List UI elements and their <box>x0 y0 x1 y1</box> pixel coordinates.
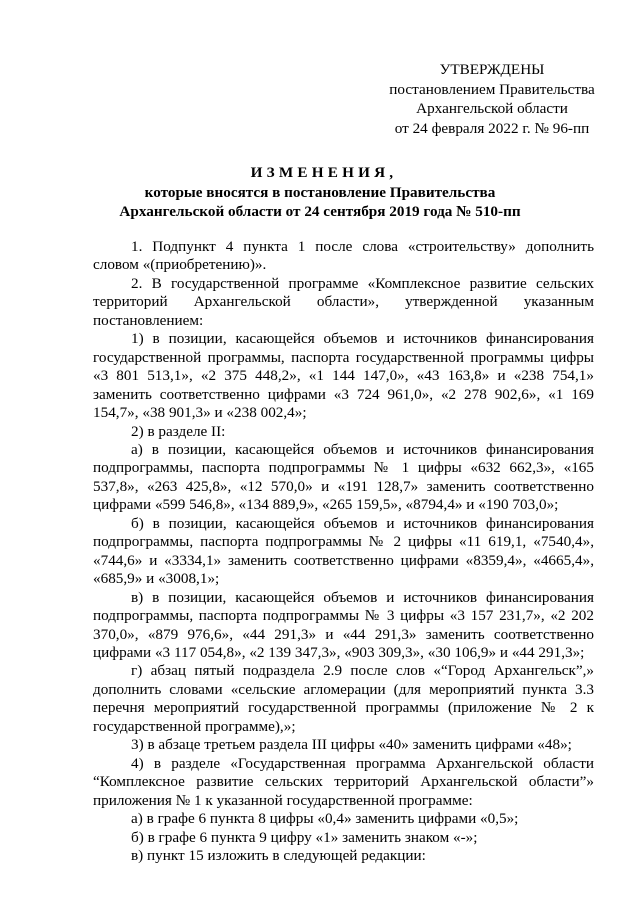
paragraph-2-4: 4) в разделе «Государственная программа Архангельской области “Комплексное развитие сельских территорий Архангельской области”» приложения № 1 к указанной государственной программе: <box>93 754 594 809</box>
paragraph-2-4-a: а) в графе 6 пункта 8 цифры «0,4» заменить цифрами «0,5»; <box>131 810 519 828</box>
paragraph-2-2-v: в) в позиции, касающейся объемов и источников финансирования подпрограммы, паспорта подпрограммы № 3 цифры «3 157 231,7», «2 202 370,0», «879 976,6», «44 291,3» и «44 291,3» заменить соответственно цифрами «3 117 054,8», «2 139 347,3», «903 309,3», «30 106,9» и «44 291,3»; <box>93 588 594 661</box>
paragraph-2-3: 3) в абзаце третьем раздела III цифры «40» заменить цифрами «48»; <box>131 736 572 754</box>
paragraph-2-2-b: б) в позиции, касающейся объемов и источников финансирования подпрограммы, паспорта подпрограммы № 2 цифры «11 619,1, «7540,4», «744,6» и «3334,1» заменить соответственно цифрами «8359,4», «4665,4», «685,9» и «3008,1»; <box>93 514 594 588</box>
approval-region: Архангельской области <box>416 100 568 117</box>
paragraph-2-1: 1) в позиции, касающейся объемов и источников финансирования государственной программы, паспорта государственной программы цифры «3 801 513,1», «2 375 448,2», «1 144 147,0», «43 163,8» и «238 754,1» заменить соответственно цифрами «3 724 961,0», «2 278 902,6», «1 169 154,7», «38 901,3» и «238 002,4»; <box>93 330 594 422</box>
paragraph-2-2-a: а) в позиции, касающейся объемов и источников финансирования подпрограммы, паспорта подпрограммы № 1 цифры «632 662,3», «165 537,8», «263 425,8», «12 570,0» и «191 128,7» заменить соответственно цифрами «599 546,8», «134 889,9», «265 159,5», «8794,4» и «190 703,0»; <box>93 440 594 514</box>
approval-date-number: от 24 февраля 2022 г. № 96-пп <box>394 119 590 137</box>
document-body <box>93 238 594 865</box>
paragraph-2: 2. В государственной программе «Комплексное развитие сельских территорий Архангельской области», утвержденной указанным постановлением: <box>93 274 594 329</box>
paragraph-2-2-g: г) абзац пятый подраздела 2.9 после слов «“Город Архангельск”,» дополнить словами «сельские агломерации (для мероприятий пункта 3.3 перечня мероприятий государственной программы (приложение № 2 к государственной программе),»; <box>93 662 594 735</box>
title-heading: ИЗМЕНЕНИЯ, <box>250 164 398 181</box>
paragraph-2-4-v: в) пункт 15 изложить в следующей редакции: <box>131 846 426 864</box>
title-subtitle-line-2: Архангельской области от 24 сентября 2019 года № 510-пп <box>119 203 521 220</box>
paragraph-2-2: 2) в разделе II: <box>131 422 226 440</box>
paragraph-1: 1. Подпункт 4 пункта 1 после слова «строительству» дополнить словом «(приобретению)». <box>93 238 594 274</box>
approval-title: УТВЕРЖДЕНЫ <box>439 61 545 78</box>
document-title <box>0 163 640 222</box>
approval-stamp <box>377 60 607 138</box>
approval-issuer: постановлением Правительства <box>389 80 595 98</box>
paragraph-2-4-b: б) в графе 6 пункта 9 цифру «1» заменить знаком «-»; <box>131 828 478 846</box>
title-subtitle-line-1: которые вносятся в постановление Правительства <box>144 183 496 201</box>
